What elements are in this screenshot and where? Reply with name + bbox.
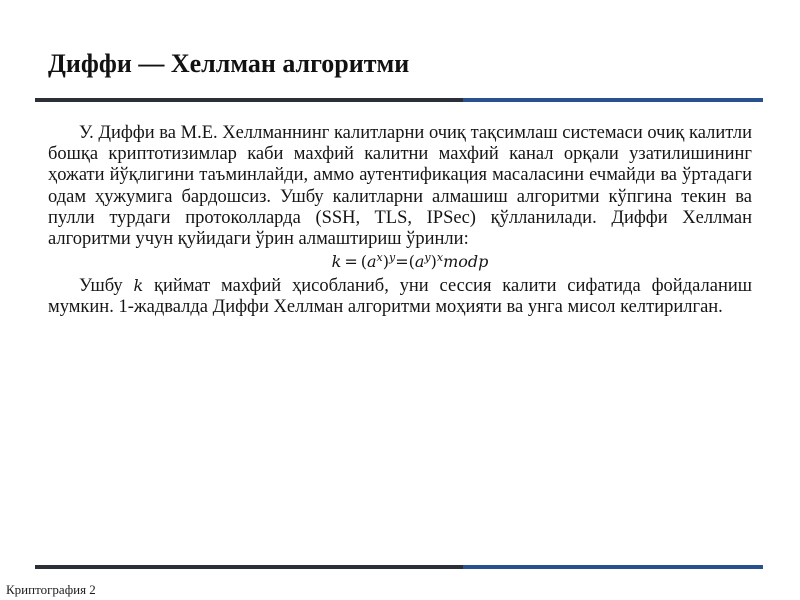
formula-equals: = xyxy=(344,252,358,272)
formula-base-a-2: a xyxy=(414,252,425,272)
footer-divider-dark xyxy=(35,565,463,569)
formula-k: k xyxy=(331,252,342,272)
paragraph-conclusion-lead: Ушбу xyxy=(79,276,134,297)
formula-base-a: a xyxy=(366,252,377,272)
key-formula xyxy=(48,250,752,275)
slide-title: Диффи — Хеллман алгоритми xyxy=(48,49,410,78)
formula-open-paren: ( xyxy=(360,252,367,272)
paragraph-conclusion xyxy=(48,275,752,318)
variable-k: k xyxy=(133,276,144,296)
formula-exp-x-2: x xyxy=(436,251,444,265)
footer-divider-accent xyxy=(463,565,763,569)
formula-open-paren-2: ( xyxy=(408,252,415,272)
title-divider-dark xyxy=(35,98,463,102)
footer-label: Криптография 2 xyxy=(6,582,96,597)
formula-close-paren: ) xyxy=(382,252,389,272)
formula-equals-2: = xyxy=(395,252,409,272)
formula-exp-x: x xyxy=(376,251,383,265)
formula-exp-y-2: y xyxy=(424,251,431,265)
slide-body xyxy=(48,123,752,319)
paragraph-conclusion-rest: қиймат махфий ҳисобланиб, уни сессия калити сифатида фойдаланиш мумкин. 1-жадвалда Диффи Хеллман алгоритми моҳияти ва унга мисол келтирилган. xyxy=(48,276,752,318)
formula-close-paren-2: ) xyxy=(430,252,437,272)
formula-mod: modp xyxy=(443,252,489,272)
title-divider-accent xyxy=(463,98,763,102)
paragraph-intro: У. Диффи ва М.Е. Хеллманнинг калитларни очиқ тақсимлаш системаси очиқ калитли бошқа криптотизимлар каби махфий калитни махфий канал орқали узатилишининг ҳожати йўқлигини таъминлайди, аммо аутентификация масаласини ечмайди ва ўртадаги одам ҳужумига бардошсиз. Ушбу калитларни алмашиш алгоритми кўпгина текин ва пулли турдаги протоколларда (SSH, TLS, IPSec) қўлланилади. Диффи Хеллман алгоритми учун қуйидаги ўрин алмаштириш ўринли: xyxy=(48,123,752,250)
formula-exp-y: y xyxy=(388,251,396,265)
